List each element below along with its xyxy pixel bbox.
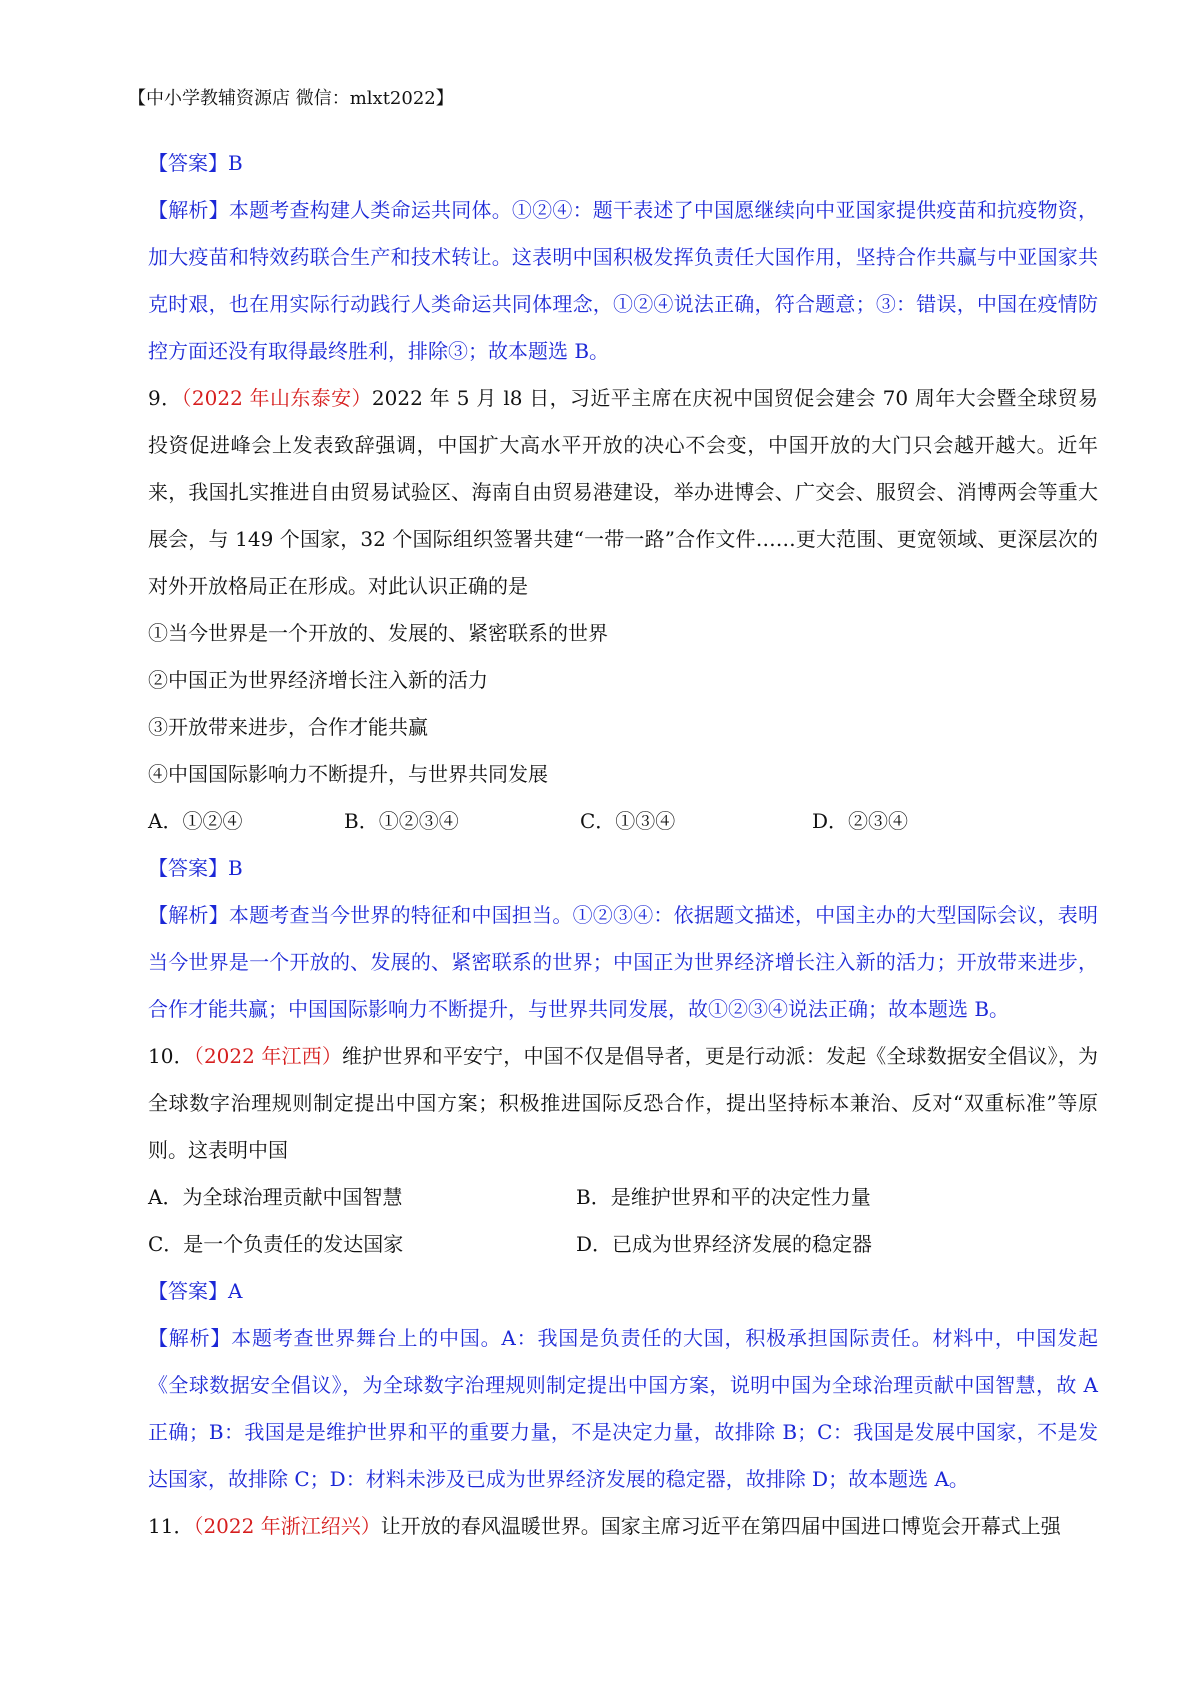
q10-stem: 维护世界和平安宁，中国不仅是倡导者，更是行动派：发起《全球数据安全倡议》，为全球数字治理规则制定提出中国方案；积极推进国际反恐合作，提出坚持标本兼治、反对“双重标准”等原则。这表明中国 — [148, 1044, 1099, 1162]
answer-prev: 【答案】B — [148, 151, 243, 175]
q10-analysis: 【解析】本题考查世界舞台上的中国。A：我国是负责任的大国，积极承担国际责任。材料中，中国发起《全球数据安全倡议》，为全球数字治理规则制定提出中国方案，说明中国为全球治理贡献中国智慧，故 A 正确；B：我国是是维护世界和平的重要力量，不是决定力量，故排除 B；C：我国是发展中国家，不是发达国家，故排除 C；D：材料未涉及已成为世界经济发展的稳定器，故排除 D；故本题选 A。 — [148, 1326, 1098, 1491]
analysis-prev-text: 【解析】本题考查构建人类命运共同体。①②④：题干表述了中国愿继续向中亚国家提供疫苗和抗疫物资，加大疫苗和特效药联合生产和技术转让。这表明中国积极发挥负责任大国作用，坚持合作共赢与中亚国家共克时艰，也在用实际行动践行人类命运共同体理念，①②④说法正确，符合题意；③：错误，中国在疫情防控方面还没有取得最终胜利，排除③；故本题选 B。 — [148, 198, 1098, 363]
q10-option-b: B．是维护世界和平的决定性力量 — [576, 1185, 871, 1209]
q11-stem: 让开放的春风温暖世界。国家主席习近平在第四届中国进口博览会开幕式上强 — [380, 1514, 1061, 1538]
q10-option-a: A．为全球治理贡献中国智慧 — [148, 1185, 403, 1209]
question-11 — [148, 1503, 1098, 1550]
q10-number: 10． — [148, 1044, 194, 1068]
q9-answer: 【答案】B — [148, 856, 243, 880]
watermark-header: 【中小学教辅资源店 微信：mlxt2022】 — [128, 88, 454, 109]
q11-number: 11． — [148, 1514, 194, 1538]
q9-option-a: A．①②④ — [148, 809, 243, 833]
analysis-prev — [148, 187, 1098, 375]
q9-analysis: 【解析】本题考查当今世界的特征和中国担当。①②③④：依据题文描述，中国主办的大型国际会议，表明当今世界是一个开放的、发展的、紧密联系的世界；中国正为世界经济增长注入新的活力；开放带来进步，合作才能共赢；中国国际影响力不断提升，与世界共同发展，故①②③④说法正确；故本题选 B。 — [148, 903, 1098, 1021]
q9-option-b: B．①②③④ — [344, 809, 459, 833]
q10-options-row-2 — [148, 1221, 1098, 1268]
q9-stem: 2022 年 5 月 l8 日，习近平主席在庆祝中国贸促会建会 70 周年大会暨全球贸易投资促进峰会上发表致辞强调，中国扩大高水平开放的决心不会变，中国开放的大门只会越开越大。近年来，我国扎实推进自由贸易试验区、海南自由贸易港建设，举办进博会、广交会、服贸会、消博两会等重大展会，与 149 个国家，32 个国际组织签署共建“一带一路”合作文件……更大范围、更宽领域、更深层次的对外开放格局正在形成。对此认识正确的是 — [148, 386, 1098, 598]
q9-options — [148, 798, 1098, 845]
q9-item-1: ①当今世界是一个开放的、发展的、紧密联系的世界 — [148, 621, 608, 645]
q9-source: （2022 年山东泰安） — [181, 386, 372, 410]
q9-item-2: ②中国正为世界经济增长注入新的活力 — [148, 668, 488, 692]
q9-item-3: ③开放带来进步，合作才能共赢 — [148, 715, 428, 739]
q9-option-c: C．①③④ — [580, 809, 676, 833]
q10-options-row-1 — [148, 1174, 1098, 1221]
q11-source: （2022 年浙江绍兴） — [193, 1514, 381, 1538]
content — [148, 140, 1098, 1550]
q9-option-d: D．②③④ — [812, 809, 909, 833]
q10-option-d: D．已成为世界经济发展的稳定器 — [576, 1232, 873, 1256]
question-9 — [148, 375, 1098, 610]
q9-number: 9． — [148, 386, 182, 410]
q10-answer: 【答案】A — [148, 1279, 243, 1303]
question-10 — [148, 1033, 1098, 1174]
q10-option-c: C．是一个负责任的发达国家 — [148, 1232, 404, 1256]
q9-item-4: ④中国国际影响力不断提升，与世界共同发展 — [148, 762, 548, 786]
q10-source: （2022 年江西） — [193, 1044, 343, 1068]
